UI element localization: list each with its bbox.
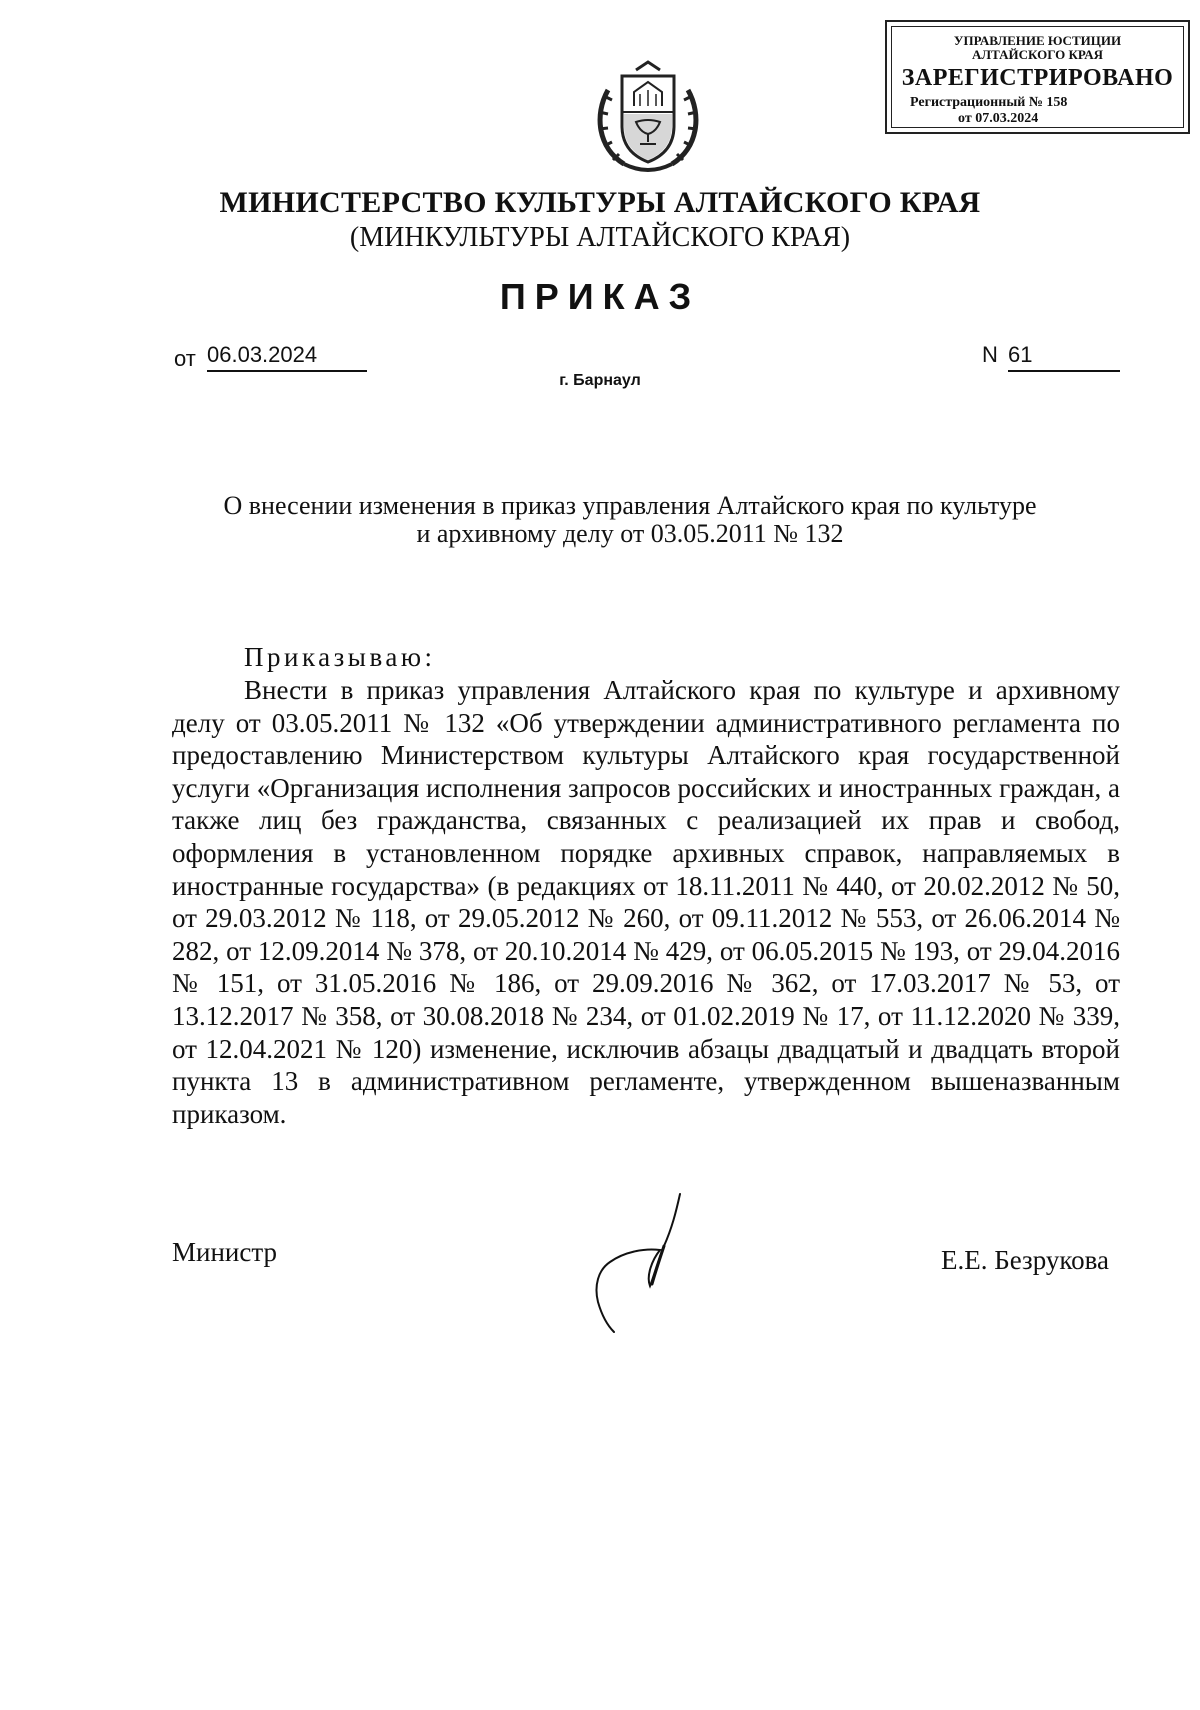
stamp-org-line-1: УПРАВЛЕНИЕ ЮСТИЦИИ xyxy=(953,33,1122,48)
signatory-position: Министр xyxy=(172,1237,277,1267)
stamp-org-line-2: АЛТАЙСКОГО КРАЯ xyxy=(972,47,1103,62)
registration-stamp xyxy=(885,20,1190,134)
order-date-prefix: от xyxy=(174,346,196,371)
order-number-prefix: N xyxy=(982,342,998,367)
signatory-name: Е.Е. Безрукова xyxy=(941,1245,1109,1275)
document-type-title: ПРИКАЗ xyxy=(499,276,701,317)
order-number: 61 xyxy=(1008,342,1120,372)
issue-city: г. Барнаул xyxy=(559,372,641,389)
ministry-name: МИНИСТЕРСТВО КУЛЬТУРЫ АЛТАЙСКОГО КРАЯ xyxy=(219,186,981,219)
ministry-short-name: (МИНКУЛЬТУРЫ АЛТАЙСКОГО КРАЯ) xyxy=(349,222,851,253)
stamp-reg-number: Регистрационный № 158 xyxy=(910,95,1068,110)
stamp-reg-date: от 07.03.2024 xyxy=(958,111,1039,126)
decree-word: Приказываю: xyxy=(244,642,436,672)
registration-stamp-inner-frame xyxy=(891,26,1184,128)
order-subject: О внесении изменения в приказ управления Алтайского края по культуре и архивному делу от 03.05.2011 № 132 xyxy=(223,491,1037,548)
stamp-status: ЗАРЕГИСТРИРОВАНО xyxy=(901,65,1174,91)
coat-of-arms-emblem xyxy=(586,60,710,178)
order-date: 06.03.2024 xyxy=(207,342,367,372)
order-body-paragraph: Внести в приказ управления Алтайского края по культуре и архивному делу от 03.05.2011 № 132 «Об утверждении административного регламента по предоставлению Министерством культуры Алтайского края государственной услуги «Организация исполнения запросов российских и иностранных граждан, а также лиц без гражданства, связанных с реализацией их прав и свобод, оформления в установленном порядке архивных справок, направляемых в иностранные государства» (в редакциях от 18.11.2011 № 440, от 20.02.2012 № 50, от 29.03.2012 № 118, от 29.05.2012 № 260, от 09.11.2012 № 553, от 26.06.2014 № 282, от 12.09.2014 № 378, от 20.10.2014 № 429, от 06.05.2015 № 193, от 29.04.2016 № 151, от 31.05.2016 № 186, от 29.09.2016 № 362, от 17.03.2017 № 53, от 13.12.2017 № 358, от 30.08.2018 № 234, от 01.02.2019 № 17, от 11.12.2020 № 339, от 12.04.2021 № 120) изменение, исключив абзацы двадцатый и двадцать второй пункта 13 в административном регламенте, утвержденном вышеназванным приказом. xyxy=(172,675,1120,1129)
order-body xyxy=(172,674,1120,1130)
handwritten-signature xyxy=(580,1190,690,1336)
